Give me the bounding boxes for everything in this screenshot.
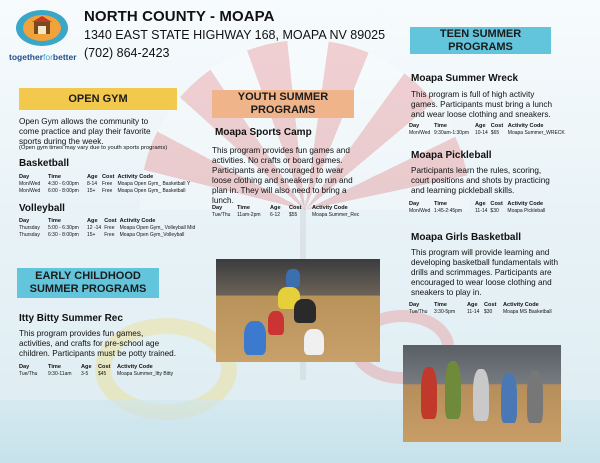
girls-basketball-heading: Moapa Girls Basketball bbox=[411, 232, 522, 243]
sports-camp-schedule-table bbox=[212, 205, 362, 218]
address: 1340 EAST STATE HIGHWAY 168, MOAPA NV 89025 bbox=[84, 28, 386, 42]
table-header-row: Day Time Age Cost Activity Code bbox=[19, 218, 156, 224]
table-row: Mon/Wed 6:00 - 8:00pm 15+ Free Moapa Open Gym_ Basketball bbox=[19, 188, 186, 194]
open-gym-description: Open Gym allows the community to come practice and play their favorite sports during the week. bbox=[19, 117, 151, 146]
basketball-heading: Basketball bbox=[19, 158, 70, 169]
table-row: Thursday 6:30 - 8:00pm 15+ Free Moapa Open Gym_Volleyball bbox=[19, 232, 185, 238]
table-row: Tue/Thu 9:30-11am 3-5 $45 Moapa Summer_Itty Bitty bbox=[19, 371, 174, 377]
table-header-row: Day Time Age Cost Activity Code bbox=[409, 123, 544, 129]
sports-camp-heading: Moapa Sports Camp bbox=[215, 127, 312, 138]
table-row: Tue/Thu 3:30-5pm 11-14 $30 Moapa MS Basketball bbox=[409, 309, 552, 315]
teen-summer-banner: TEEN SUMMER PROGRAMS bbox=[410, 27, 551, 54]
phone-number: (702) 864-2423 bbox=[84, 46, 170, 60]
table-header-row: Day Time Age Cost Activity Code bbox=[19, 364, 153, 370]
table-header-row: Day Time Age Cost Activity Code bbox=[409, 201, 544, 207]
summer-wreck-heading: Moapa Summer Wreck bbox=[411, 73, 519, 84]
open-gym-banner: OPEN GYM bbox=[19, 88, 177, 110]
sports-camp-description: This program provides fun games and activities. No crafts or board games. Participants are encouraged to wear loose clothing and sneakers to run and plan in. They will also need to bring a lunch. bbox=[212, 146, 353, 205]
tagline: togetherforbetter bbox=[9, 52, 77, 62]
itty-bitty-heading: Itty Bitty Summer Rec bbox=[19, 313, 123, 324]
girls-basketball-description: This program will provide learning and developing basketball fundamentals with drills and scrimmages. Participants are encouraged to wear loose clothing and sneakers to play in. bbox=[411, 248, 559, 297]
table-header-row: Day Time Age Cost Activity Code bbox=[409, 302, 539, 308]
table-row: Mon/Wed 4:30 - 6:00pm 8-14 Free Moapa Open Gym_ Basketball Y bbox=[19, 181, 191, 187]
gym-activity-photo bbox=[216, 259, 380, 362]
basketball-schedule-table bbox=[19, 174, 193, 194]
early-childhood-banner: EARLY CHILDHOOD SUMMER PROGRAMS bbox=[17, 268, 159, 298]
table-header-row: Day Time Age Cost Activity Code bbox=[19, 174, 154, 180]
itty-bitty-description: This program provides fun games, activities, and crafts for pre-school age children. Participants must be potty trained. bbox=[19, 329, 177, 358]
summer-wreck-description: This program is full of high activity games. Participants must bring a lunch and wear loose clothing and sneakers. bbox=[411, 90, 553, 119]
table-header-row: Day Time Age Cost Activity Code bbox=[212, 205, 348, 211]
page-title: NORTH COUNTY - MOAPA bbox=[84, 8, 275, 25]
summer-wreck-schedule-table bbox=[409, 123, 568, 136]
table-row: Mon/Wed 1:45-2:45pm 11-14 $30 Moapa Pickleball bbox=[409, 208, 546, 214]
volleyball-heading: Volleyball bbox=[19, 203, 65, 214]
table-row: Thursday 5:00 - 6:30pm 12 -14 Free Moapa Open Gym_ Volleyball Mid bbox=[19, 225, 196, 231]
youth-summer-banner: YOUTH SUMMER PROGRAMS bbox=[212, 90, 354, 118]
clark-county-seal-icon bbox=[12, 8, 72, 48]
open-gym-note: (Open gym times may vary due to youth sports programs) bbox=[19, 145, 168, 151]
volleyball-schedule-table bbox=[19, 218, 198, 238]
pickleball-description: Participants learn the rules, scoring, court positions and shots by practicing and learning pickleball skills. bbox=[411, 166, 550, 195]
girls-basketball-schedule-table bbox=[409, 302, 555, 315]
table-row: Mon/Wed 9:30am-1:30pm 10-14 $65 Moapa Summer_WRECK bbox=[409, 130, 565, 136]
table-row: Tue/Thu 11am-2pm 6-12 $55 Moapa Summer_Rec bbox=[212, 212, 360, 218]
pickleball-heading: Moapa Pickleball bbox=[411, 150, 492, 161]
kids-group-photo bbox=[403, 345, 561, 442]
pickleball-schedule-table bbox=[409, 201, 548, 214]
itty-bitty-schedule-table bbox=[19, 364, 176, 377]
